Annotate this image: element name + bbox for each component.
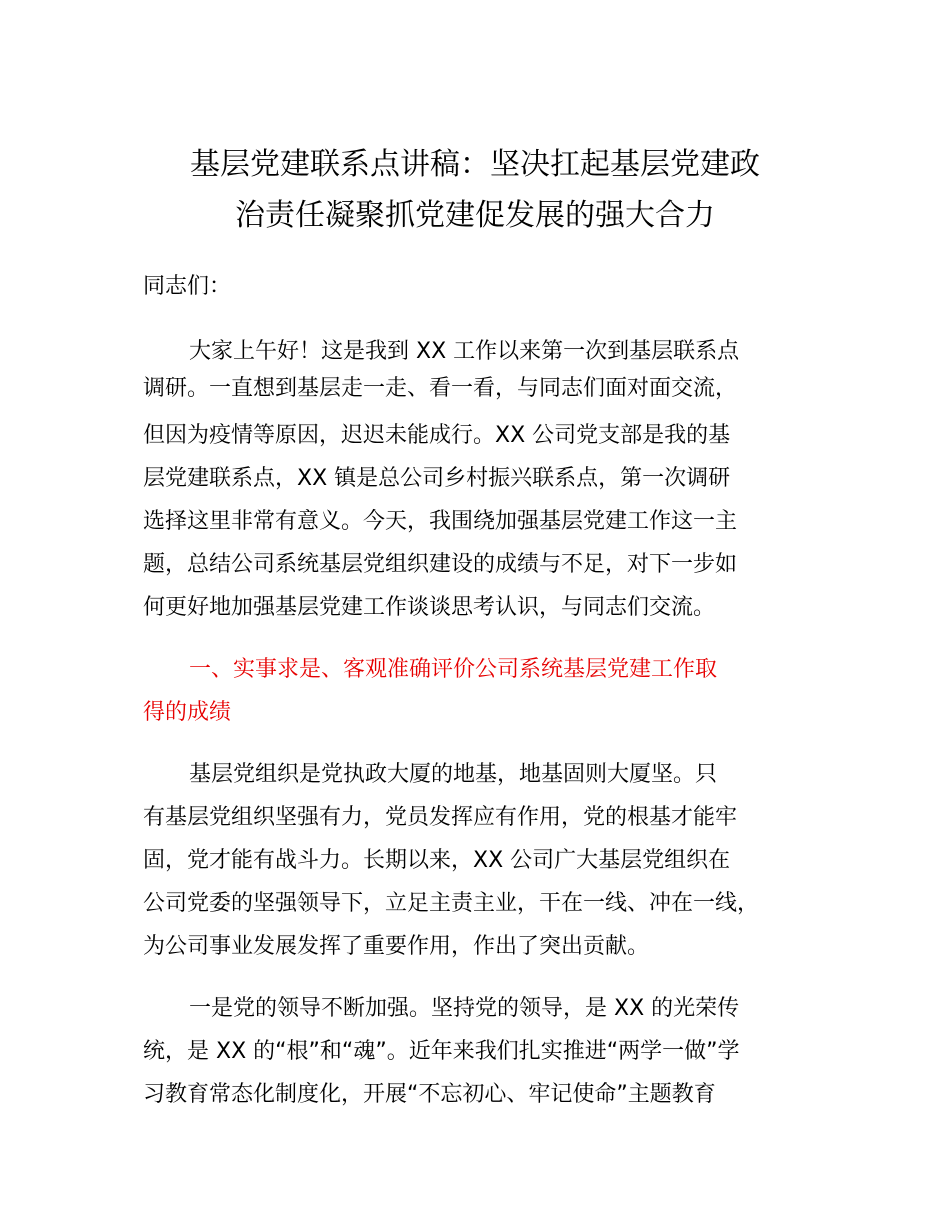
paragraph-2-line: 有基层党组织坚强有力，党员发挥应有作用，党的根基才能牢 [143,805,738,830]
paragraph-2-line: 固，党才能有战斗力。长期以来，XX 公司广大基层党组织在 [143,848,731,873]
paragraph-3-line: 一是党的领导不断加强。坚持党的领导，是 XX 的光荣传 [189,996,740,1021]
paragraph-3-line: 习教育常态化制度化，开展“不忘初心、牢记使命”主题教育 [143,1082,716,1107]
paragraph-2-line: 基层党组织是党执政大厦的地基，地基固则大厦坚。只 [189,762,718,787]
salutation: 同志们： [143,274,232,299]
section-heading-line: 得的成绩 [143,700,232,725]
paragraph-1-line: 但因为疫情等原因，迟迟未能成行。XX 公司党支部是我的基 [143,423,731,448]
paragraph-2-line: 为公司事业发展发挥了重要作用，作出了突出贡献。 [143,934,650,959]
paragraph-1-line: 题，总结公司系统基层党组织建设的成绩与不足，对下一步如 [143,552,738,577]
paragraph-1-line: 大家上午好！这是我到 XX 工作以来第一次到基层联系点 [189,339,740,364]
paragraph-2-line: 公司党委的坚强领导下，立足主责主业，干在一线、冲在一线， [143,891,760,916]
document-title-line-2: 治责任凝聚抓党建促发展的强大合力 [235,198,715,233]
paragraph-1-line: 何更好地加强基层党建工作谈谈思考认识，与同志们交流。 [143,595,716,620]
paragraph-1-line: 选择这里非常有意义。今天，我围绕加强基层党建工作这一主 [143,509,738,534]
document-title-line-1: 基层党建联系点讲稿：坚决扛起基层党建政 [190,147,760,182]
paragraph-1-line: 调研。一直想到基层走一走、看一看，与同志们面对面交流， [143,376,738,401]
section-heading-line: 一、实事求是、客观准确评价公司系统基层党建工作取 [189,657,718,682]
paragraph-1-line: 层党建联系点，XX 镇是总公司乡村振兴联系点，第一次调研 [143,466,731,491]
paragraph-3-line: 统，是 XX 的“根”和“魂”。近年来我们扎实推进“两学一做”学 [143,1039,740,1064]
